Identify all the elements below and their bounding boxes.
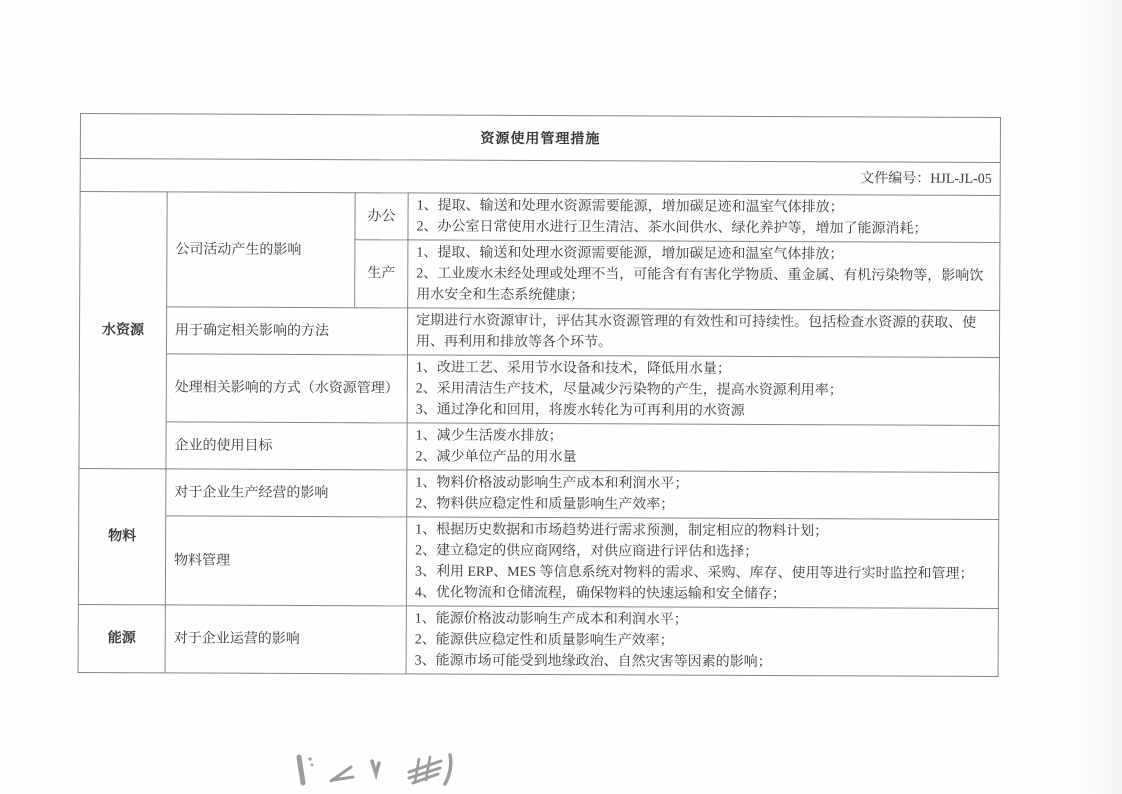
content-line: 2、减少单位产品的用水量 <box>415 449 577 466</box>
content-cell-material-management <box>406 517 998 609</box>
content-cell-office-impact <box>408 193 1000 243</box>
content-line: 2、物料供应稳定性和质量影响生产效率； <box>415 496 675 513</box>
content-line: 3、能源市场可能受到地缘政治、自然灾害等因素的影响； <box>414 653 772 671</box>
content-line: 1、减少生活废水排放； <box>415 428 563 445</box>
category-cell-energy: 能源 <box>78 604 165 672</box>
scope-cell-production: 生产 <box>355 240 408 308</box>
content-line: 2、工业废水未经处理或处理不当，可能含有有害化学物质、重金属、有机污染物等，影响饮用水安全和生态系统健康； <box>416 266 984 304</box>
content-line: 1、改进工艺、采用节水设备和技术，降低用水量； <box>415 360 731 377</box>
content-line: 1、根据历史数据和市场趋势进行需求预测，制定相应的物料计划； <box>415 522 829 540</box>
content-line: 1、提取、输送和处理水资源需要能源，增加碳足迹和温室气体排放； <box>416 245 844 263</box>
content-line: 2、办公室日常使用水进行卫生清洁、茶水间供水、绿化养护等，增加了能源消耗； <box>416 219 928 237</box>
document-number: 文件编号：HJL-JL-05 <box>80 159 1000 196</box>
label-cell-material-impact: 对于企业生产经营的影响 <box>166 469 407 517</box>
category-cell-material: 物料 <box>78 468 166 604</box>
content-line: 定期进行水资源审计，评估其水资源管理的有效性和可持续性。包括检查水资源的获取、使用、再利用和排放等各个环节。 <box>415 313 977 351</box>
document-title: 资源使用管理措施 <box>80 114 1000 163</box>
label-cell-energy-impact: 对于企业运营的影响 <box>165 605 406 674</box>
label-cell-activity-impact: 公司活动产生的影响 <box>167 192 355 308</box>
content-line: 2、能源供应稳定性和质量影响生产效率； <box>414 632 674 649</box>
document-table-wrapper <box>78 113 1001 677</box>
label-cell-treatment: 处理相关影响的方式（水资源管理） <box>166 354 407 423</box>
label-cell-material-management: 物料管理 <box>165 516 406 606</box>
content-line: 1、能源价格波动影响生产成本和利润水平； <box>414 611 688 628</box>
resource-measures-table <box>78 113 1001 677</box>
content-line: 2、采用清洁生产技术，尽量减少污染物的产生，提高水资源利用率； <box>415 381 843 399</box>
content-cell-method <box>407 308 999 358</box>
label-cell-method: 用于确定相关影响的方法 <box>166 307 407 355</box>
label-cell-usage-target: 企业的使用目标 <box>166 422 407 470</box>
handwriting-fragment <box>282 748 462 792</box>
content-line: 4、优化物流和仓储流程，确保物料的快速运输和安全储存； <box>414 585 786 603</box>
content-line: 3、利用 ERP、MES 等信息系统对物料的需求、采购、库存、使用等进行实时监控和管理； <box>414 564 974 582</box>
scope-cell-office: 办公 <box>355 193 408 240</box>
scan-edge-shading <box>1074 0 1122 794</box>
content-line: 2、建立稳定的供应商网络，对供应商进行评估和选择； <box>415 543 759 560</box>
content-line: 1、物料价格波动影响生产成本和利润水平； <box>415 475 689 492</box>
content-line: 3、通过净化和回用，将废水转化为可再利用的水资源 <box>415 402 745 419</box>
content-cell-usage-target <box>407 423 999 473</box>
content-cell-production-impact <box>408 240 1000 311</box>
category-cell-water: 水资源 <box>79 192 167 469</box>
content-cell-energy-impact <box>406 606 998 677</box>
content-cell-material-impact <box>407 470 999 520</box>
content-cell-treatment <box>407 355 999 426</box>
content-line: 1、提取、输送和处理水资源需要能源，增加碳足迹和温室气体排放； <box>416 198 844 216</box>
